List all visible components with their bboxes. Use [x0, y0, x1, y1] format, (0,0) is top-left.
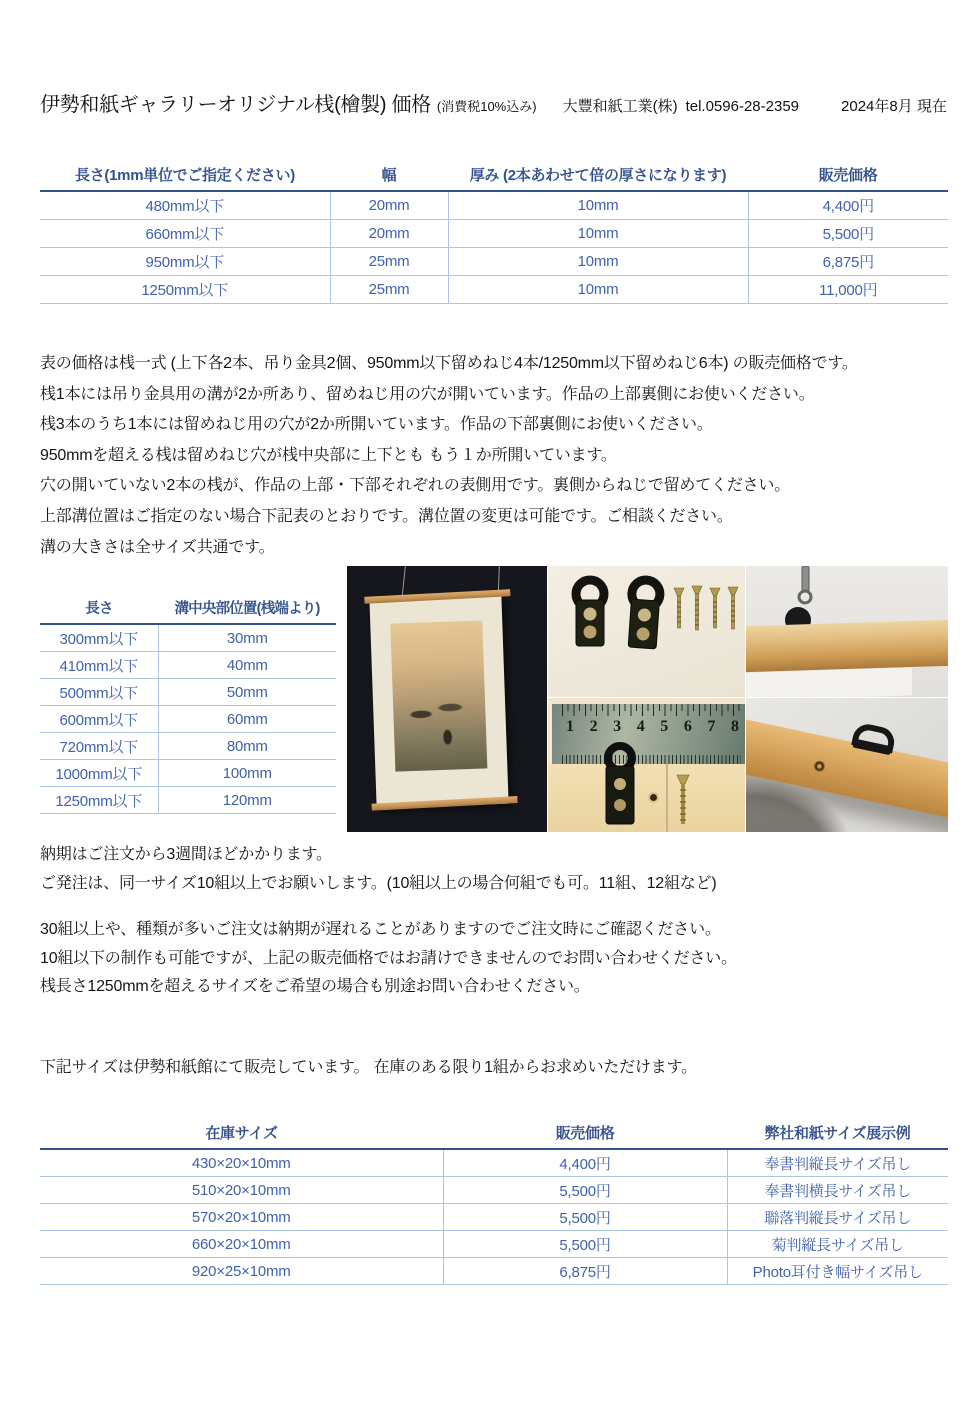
artwork-print [390, 620, 487, 771]
price-table [40, 162, 948, 304]
note-line: 950mmを超える桟は留めねじ穴が桟中央部に上下とも もう１か所開いています。 [40, 446, 617, 464]
note-line: 表の価格は桟一式 (上下各2本、吊り金具2個、950mm以下留めねじ4本/1250mm以下留めねじ6本) の販売価格です。 [40, 355, 858, 372]
cell-price: 4,400円 [443, 1149, 727, 1177]
cell-stock-size: 510×20×10mm [40, 1177, 443, 1204]
cell-length: 600mm以下 [40, 706, 158, 733]
cell-thickness: 10mm [448, 220, 748, 248]
cell-stock-size: 920×25×10mm [40, 1258, 443, 1285]
cell-stock-size: 430×20×10mm [40, 1149, 443, 1177]
table-row [40, 706, 336, 733]
cell-length: 1250mm以下 [40, 276, 330, 304]
table-row [40, 1258, 948, 1285]
table-row [40, 248, 948, 276]
cell-display-example: 奉書判縦長サイズ吊し [727, 1149, 948, 1177]
ruler-ticks [562, 704, 741, 711]
col-header-price: 販売価格 [443, 1120, 727, 1149]
table-row [40, 1177, 948, 1204]
note-line: 上部溝位置はご指定のない場合下記表のとおりです。溝位置の変更は可能です。ご相談ください。 [40, 507, 733, 525]
ruler-number: 2 [589, 718, 598, 735]
col-header-length: 長さ [40, 595, 158, 624]
table-row [40, 652, 336, 679]
cell-width: 20mm [330, 191, 448, 220]
col-header-display-example: 弊社和紙サイズ展示例 [727, 1120, 948, 1149]
top-wood-bar [364, 589, 510, 604]
col-header-thickness: 厚み (2本あわせて倍の厚さになります) [448, 162, 748, 191]
wood-bar-back [746, 715, 948, 822]
hanging-bar-front-photo [746, 566, 948, 697]
page-title: 伊勢和紙ギャラリーオリジナル桟(檜製) 価格 [40, 94, 431, 116]
ruler-number: 6 [683, 718, 692, 735]
tax-note: (消費税10%込み) [436, 99, 537, 114]
cell-width: 20mm [330, 220, 448, 248]
cell-price: 6,875円 [748, 248, 948, 276]
note-line: ご発注は、同一サイズ10組以上でお願いします。(10組以上の場合何組でも可。11組、12組など) [40, 874, 717, 892]
cell-thickness: 10mm [448, 276, 748, 304]
cell-length: 720mm以下 [40, 733, 158, 760]
note-line: 桟3本のうち1本には留めねじ用の穴が2か所開いています。作品の下部裏側にお使いください。 [40, 416, 713, 434]
screw-hole [813, 760, 826, 773]
cell-length: 660mm以下 [40, 220, 330, 248]
telephone-number: tel.0596-28-2359 [685, 98, 800, 115]
ruler-number: 3 [613, 718, 622, 735]
cell-length: 950mm以下 [40, 248, 330, 276]
d-ring-hanger [590, 742, 650, 832]
cell-thickness: 10mm [448, 191, 748, 220]
note-line: 穴の開いていない2本の桟が、作品の上部・下部それぞれの表側用です。裏側からねじで留めてください。 [40, 477, 791, 495]
cell-width: 25mm [330, 276, 448, 304]
table-row [40, 624, 336, 652]
cell-price: 6,875円 [443, 1258, 727, 1285]
cell-price: 5,500円 [748, 220, 948, 248]
cell-stock-size: 570×20×10mm [40, 1204, 443, 1231]
order-notes [40, 916, 737, 1002]
stock-intro [40, 1056, 697, 1080]
table-row [40, 1149, 948, 1177]
ruler-ticks [562, 755, 741, 764]
ruler-number: 1 [566, 718, 574, 735]
price-table-header-row [40, 162, 948, 191]
cell-length: 500mm以下 [40, 679, 158, 706]
cell-price: 5,500円 [443, 1231, 727, 1258]
screw [676, 774, 690, 828]
ruler-measurement-photo [548, 698, 745, 832]
groove-table-header-row [40, 595, 336, 624]
cell-groove-position: 120mm [158, 787, 336, 814]
col-header-length: 長さ(1mm単位でご指定ください) [40, 162, 330, 191]
cell-length: 410mm以下 [40, 652, 158, 679]
cell-stock-size: 660×20×10mm [40, 1231, 443, 1258]
table-row [40, 1204, 948, 1231]
cell-groove-position: 80mm [158, 733, 336, 760]
cell-groove-position: 60mm [158, 706, 336, 733]
cell-groove-position: 50mm [158, 679, 336, 706]
note-line: 納期はご注文から3週間ほどかかります。 [40, 846, 332, 863]
ruler-numbers [566, 718, 739, 736]
wood-joint-line [666, 764, 668, 832]
wood-bar [746, 620, 948, 672]
note-line: 溝の大きさは全サイズ共通です。 [40, 538, 275, 556]
table-row [40, 787, 336, 814]
document-header [40, 88, 948, 117]
note-line: 桟長さ1250mmを超えるサイズをご希望の場合も別途お問い合わせください。 [40, 978, 590, 996]
note-line: 10組以下の制作も可能ですが、上記の販売価格ではお請けできませんのでお問い合わせください。 [40, 949, 737, 967]
price-date: 2024年8月 現在 [841, 98, 947, 115]
delivery-notes [40, 841, 717, 898]
cell-price: 11,000円 [748, 276, 948, 304]
cell-display-example: Photo耳付き幅サイズ吊し [727, 1258, 948, 1285]
cell-length: 1000mm以下 [40, 760, 158, 787]
product-photo-collage [347, 566, 948, 832]
table-row [40, 679, 336, 706]
cell-length: 1250mm以下 [40, 787, 158, 814]
hardware-illustration [548, 566, 745, 697]
col-header-width: 幅 [330, 162, 448, 191]
table-row [40, 220, 948, 248]
ruler-number: 4 [636, 718, 645, 735]
paper-edge [746, 667, 912, 697]
ruler-number: 5 [660, 718, 669, 735]
cell-length: 480mm以下 [40, 191, 330, 220]
col-header-stock-size: 在庫サイズ [40, 1120, 443, 1149]
col-header-price: 販売価格 [748, 162, 948, 191]
cell-display-example: 奉書判横長サイズ吊し [727, 1177, 948, 1204]
note-line: 下記サイズは伊勢和紙館にて販売しています。 在庫のある限り1組からお求めいただけます。 [40, 1059, 697, 1076]
table-row [40, 191, 948, 220]
cell-price: 4,400円 [748, 191, 948, 220]
cell-display-example: 聯落判縦長サイズ吊し [727, 1204, 948, 1231]
cell-groove-position: 40mm [158, 652, 336, 679]
product-notes [40, 349, 858, 563]
cell-display-example: 菊判縦長サイズ吊し [727, 1231, 948, 1258]
groove-position-table [40, 595, 336, 814]
stock-table [40, 1120, 948, 1285]
cell-groove-position: 30mm [158, 624, 336, 652]
cell-width: 25mm [330, 248, 448, 276]
company-name: 大豐和紙工業(株) [562, 98, 678, 115]
cell-groove-position: 100mm [158, 760, 336, 787]
cell-length: 300mm以下 [40, 624, 158, 652]
table-row [40, 760, 336, 787]
screw-hole [650, 794, 657, 801]
table-row [40, 733, 336, 760]
col-header-groove-position: 溝中央部位置(桟端より) [158, 595, 336, 624]
bottom-wood-bar [371, 796, 517, 811]
cell-thickness: 10mm [448, 248, 748, 276]
cell-price: 5,500円 [443, 1177, 727, 1204]
bar-back-d-ring-photo [746, 698, 948, 832]
table-row [40, 276, 948, 304]
table-row [40, 1231, 948, 1258]
note-line: 桟1本には吊り金具用の溝が2か所あり、留めねじ用の穴が開いています。作品の上部裏側にお使いください。 [40, 385, 815, 403]
note-line: 30組以上や、種類が多いご注文は納期が遅れることがありますのでご注文時にご確認ください。 [40, 921, 721, 938]
ruler-number: 7 [707, 718, 716, 735]
d-ring-hangers-and-screws-photo [548, 566, 745, 697]
artwork-sheet [369, 594, 508, 808]
ruler-number: 8 [730, 718, 739, 735]
hanging-artwork-photo [347, 566, 547, 832]
cell-price: 5,500円 [443, 1204, 727, 1231]
stock-table-header-row [40, 1120, 948, 1149]
